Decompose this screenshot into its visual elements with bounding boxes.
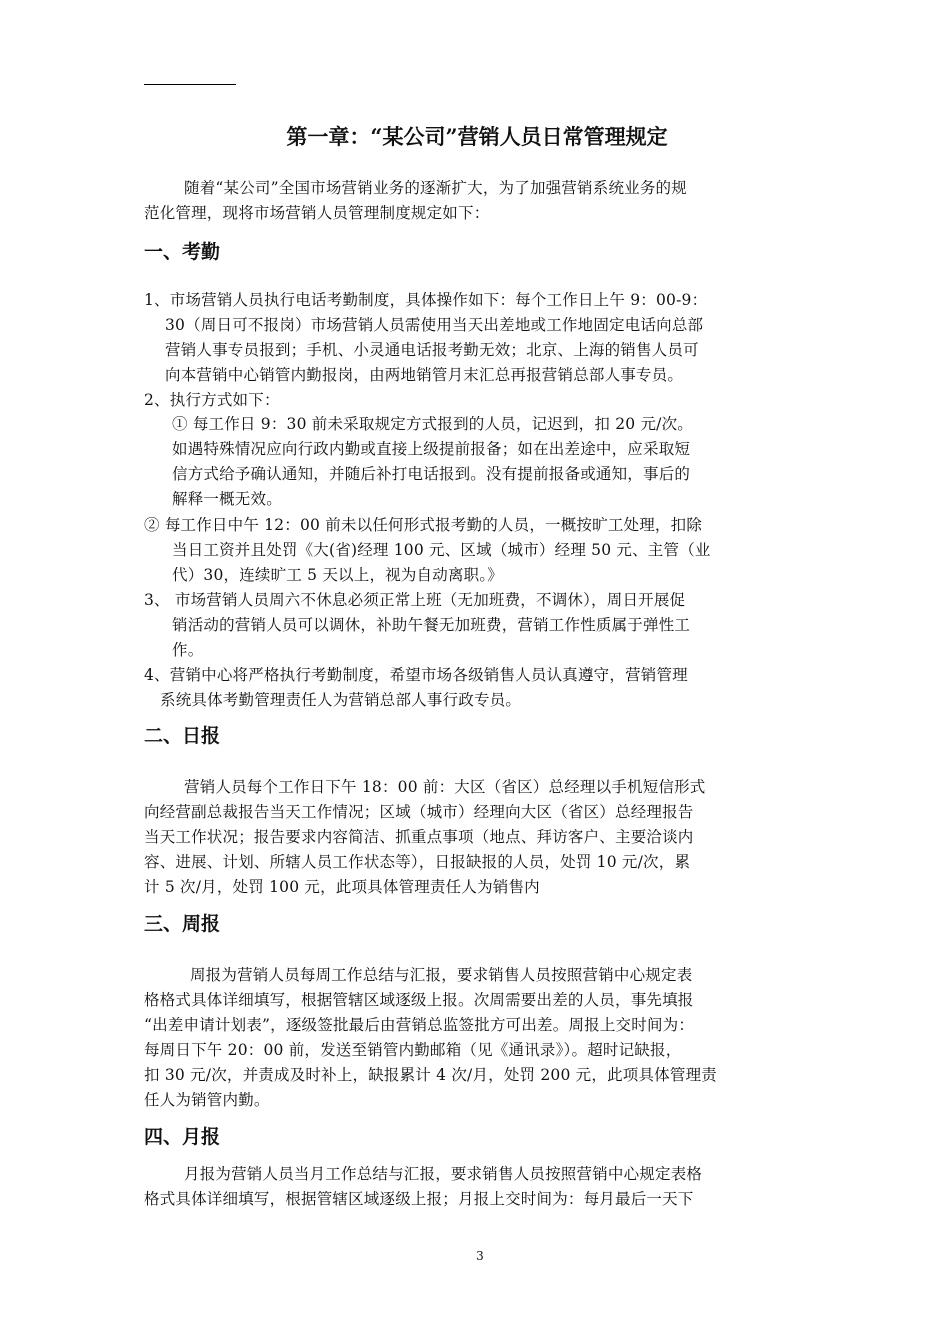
section-line: 4、营销中心将严格执行考勤制度，希望市场各级销售人员认真遵守，营销管理 <box>144 666 688 684</box>
section-line: 容、进展、计划、所辖人员工作状态等），日报缺报的人员，处罚 10 元/次，累 <box>144 853 691 871</box>
section-line: 向经营副总裁报告当天工作情况；区域（城市）经理向大区（省区）总经理报告 <box>144 803 694 821</box>
section-line: 营销人事专员报到；手机、小灵通电话报考勤无效；北京、上海的销售人员可 <box>165 341 699 359</box>
intro-line: 范化管理，现将市场营销人员管理制度规定如下： <box>144 204 490 222</box>
section-line: 如遇特殊情况应向行政内勤或直接上级提前报备；如在出差途中，应采取短 <box>172 440 691 458</box>
section-line: 代）30，连续旷工 5 天以上，视为自动离职。》 <box>172 566 503 584</box>
section-line: 营销人员每个工作日下午 18：00 前：大区（省区）总经理以手机短信形式 <box>184 778 706 796</box>
section-line: 月报为营销人员当月工作总结与汇报，要求销售人员按照营销中心规定表格 <box>184 1165 703 1183</box>
section-heading: 二、日报 <box>144 725 221 747</box>
section-heading: 三、周报 <box>144 913 221 935</box>
section-line: 2、执行方式如下： <box>144 391 280 409</box>
section-line: 系统具体考勤管理责任人为营销总部人事行政专员。 <box>160 691 522 709</box>
section-line: 扣 30 元/次，并责成及时补上，缺报累计 4 次/月，处罚 200 元，此项具体管理责 <box>144 1066 717 1084</box>
section-line: 格格式具体详细填写，根据管辖区域逐级上报。次周需要出差的人员，事先填报 <box>144 991 694 1009</box>
section-line: 任人为销管内勤。 <box>144 1091 270 1109</box>
section-line: ① 每工作日 9：30 前未采取规定方式报到的人员，记迟到，扣 20 元/次。 <box>172 415 693 433</box>
section-line: 向本营销中心销管内勤报岗，由两地销管月末汇总再报营销总部人事专员。 <box>165 366 684 384</box>
section-heading: 一、考勤 <box>144 241 221 263</box>
section-line: “出差申请计划表”，逐级签批最后由营销总监签批方可出差。周报上交时间为： <box>144 1016 695 1034</box>
section-line: 周报为营销人员每周工作总结与汇报，要求销售人员按照营销中心规定表 <box>190 966 693 984</box>
section-line: 30（周日可不报岗）市场营销人员需使用当天出差地或工作地固定电话向总部 <box>165 316 704 334</box>
section-line: 1、市场营销人员执行电话考勤制度，具体操作如下：每个工作日上午 9：00-9： <box>144 291 708 309</box>
section-line: 销活动的营销人员可以调休，补助午餐无加班费，营销工作性质属于弹性工 <box>172 616 691 634</box>
intro-line: 随着“某公司”全国市场营销业务的逐渐扩大，为了加强营销系统业务的规 <box>184 179 687 197</box>
section-line: 计 5 次/月，处罚 100 元，此项具体管理责任人为销售内 <box>144 878 540 896</box>
page-number: 3 <box>476 1249 484 1263</box>
section-line: 当日工资并且处罚《大(省)经理 100 元、区域（城市）经理 50 元、主管（业 <box>172 541 711 559</box>
header-rule <box>144 84 236 85</box>
section-line: 当天工作状况；报告要求内容简洁、抓重点事项（地点、拜访客户、主要洽谈内 <box>144 828 694 846</box>
section-line: 格式具体详细填写，根据管辖区域逐级上报；月报上交时间为：每月最后一天下 <box>144 1190 694 1208</box>
section-line: ② 每工作日中午 12：00 前未以任何形式报考勤的人员，一概按旷工处理，扣除 <box>144 516 703 534</box>
section-line: 每周日下午 20：00 前，发送至销管内勤邮箱（见《通讯录》）。超时记缺报， <box>144 1041 682 1059</box>
section-line: 3、 市场营销人员周六不休息必须正常上班（无加班费，不调休），周日开展促 <box>144 591 686 609</box>
chapter-title: 第一章：“某公司”营销人员日常管理规定 <box>286 124 668 149</box>
section-heading: 四、月报 <box>144 1126 221 1148</box>
section-line: 解释一概无效。 <box>172 490 282 508</box>
section-line: 信方式给予确认通知，并随后补打电话报到。没有提前报备或通知，事后的 <box>172 465 691 483</box>
section-line: 作。 <box>172 641 204 659</box>
